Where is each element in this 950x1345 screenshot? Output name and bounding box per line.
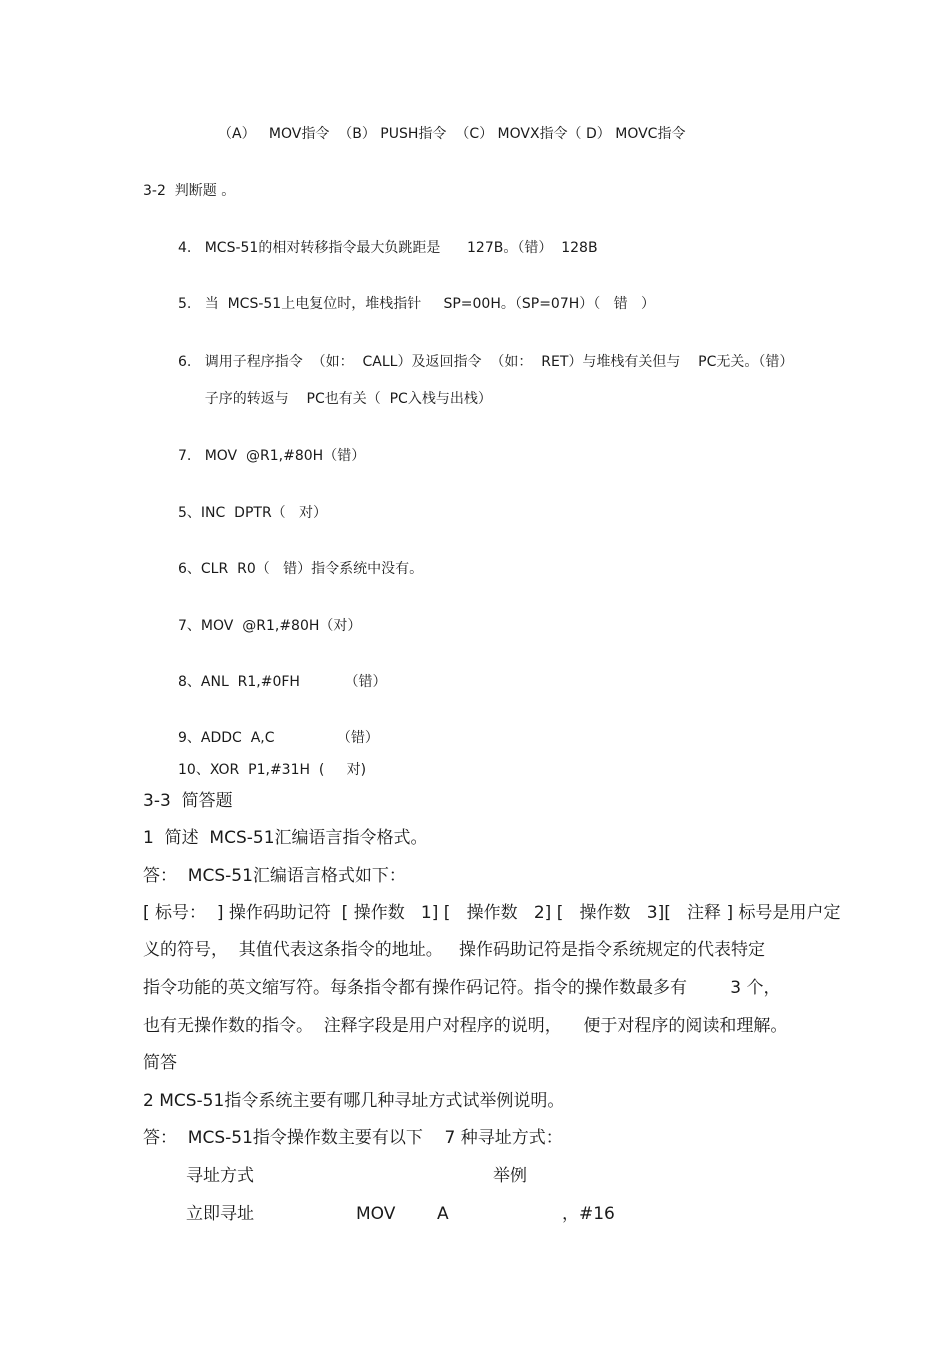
judgment-item: 6、CLR R0（ 错）指令系统中没有。 [178, 561, 424, 577]
judgment-item-continuation: 子序的转返与 PC也有关（ PC入栈与出栈） [178, 391, 492, 407]
judgment-item: 10、XOR P1,#31H ( 对) [178, 762, 367, 778]
answer-line: 简答 [143, 1053, 177, 1073]
judgment-item: 4. MCS-51的相对转移指令最大负跳距是 127B。（错） 128B [178, 240, 598, 256]
answer-line: 答： MCS-51指令操作数主要有以下 7 种寻址方式： [143, 1128, 563, 1148]
judgment-item: 6. 调用子程序指令 （如： CALL）及返回指令 （如： RET）与堆栈有关但与 PC无关。（错） [178, 354, 794, 370]
answer-line: 指令功能的英文缩写符。每条指令都有操作码记符。指令的操作数最多有 3 个， [143, 978, 781, 998]
judgment-item: 5. 当 MCS-51上电复位时，堆栈指针 SP=00H。（SP=07H）（ 错 ） [178, 296, 655, 312]
table-cell-opcode: MOV [356, 1204, 396, 1224]
table-cell-mode: 立即寻址 [186, 1204, 254, 1224]
judgment-item: 8、ANL R1,#0FH （错） [178, 674, 387, 690]
question-2: 2 MCS-51指令系统主要有哪几种寻址方式试举例说明。 [143, 1091, 565, 1111]
table-header-mode: 寻址方式 [186, 1166, 254, 1186]
table-cell-register: A [437, 1204, 449, 1224]
options-line: （A） MOV指令 （B） PUSH指令 （C） MOVX指令（ D） MOVC指令 [218, 126, 686, 142]
section-heading-3-2: 3-2 判断题 。 [143, 183, 236, 199]
judgment-item: 7. MOV @R1,#80H（错） [178, 448, 366, 464]
answer-line: 也有无操作数的指令。 注释字段是用户对程序的说明， 便于对程序的阅读和理解。 [143, 1016, 788, 1036]
answer-line: [ 标号： ] 操作码助记符 [ 操作数 1] [ 操作数 2] [ 操作数 3][ 注释 ] 标号是用户定 [143, 903, 841, 923]
answer-line: 义的符号， 其值代表这条指令的地址。 操作码助记符是指令系统规定的代表特定 [143, 940, 766, 960]
judgment-item: 7、MOV @R1,#80H（对） [178, 618, 362, 634]
answer-line: 答： MCS-51汇编语言格式如下： [143, 866, 406, 886]
judgment-item: 5、INC DPTR（ 对） [178, 505, 328, 521]
table-header-example: 举例 [493, 1166, 527, 1186]
judgment-item: 9、ADDC A,C （错） [178, 730, 379, 746]
table-cell-value: ，#16 [562, 1204, 615, 1224]
question-1: 1 简述 MCS-51汇编语言指令格式。 [143, 828, 428, 848]
section-heading-3-3: 3-3 简答题 [143, 791, 233, 811]
